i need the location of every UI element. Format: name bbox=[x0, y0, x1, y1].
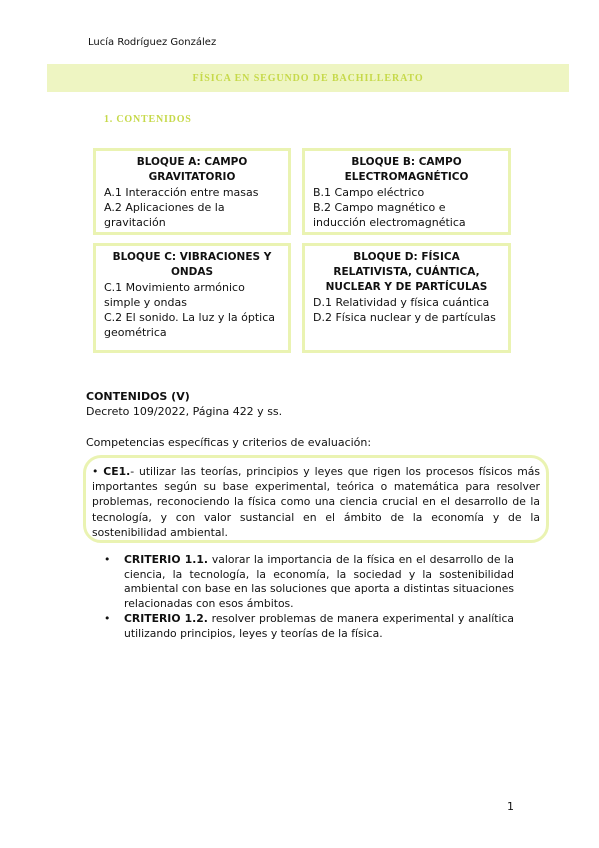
ce1-box bbox=[83, 455, 549, 543]
criterio-label: CRITERIO 1.1. bbox=[124, 553, 208, 566]
block-b bbox=[302, 148, 511, 235]
block-item: A.1 Interacción entre masas bbox=[104, 186, 259, 199]
ce1-text: - utilizar las teorías, principios y leyes que rigen los procesos físicos más importantes según su base experimental, teórica o matemática para resolver problemas, reconociendo la física como una ciencia crucial en el desarrollo de la tecnología, y con valor sustancial en el ámbito de la economía y de la sostenibilidad ambiental. bbox=[92, 465, 540, 539]
bullet-icon: • bbox=[92, 465, 99, 478]
criterio-text: resolver problemas de manera experimental y analítica utilizando principios, leyes y teorías de la física. bbox=[124, 612, 514, 640]
criteria-list bbox=[104, 553, 514, 643]
block-item: C.1 Movimiento armónico simple y ondas bbox=[104, 281, 245, 309]
competencias-intro: Competencias específicas y criterios de evaluación: bbox=[86, 436, 372, 449]
list-item bbox=[104, 553, 514, 611]
block-item: B.1 Campo eléctrico bbox=[313, 186, 425, 199]
decreto-reference: Decreto 109/2022, Página 422 y ss. bbox=[86, 405, 283, 418]
page-number: 1 bbox=[507, 800, 514, 813]
block-title: BLOQUE C: VIBRACIONES Y ONDAS bbox=[112, 251, 272, 278]
block-title: BLOQUE D: FÍSICA RELATIVISTA, CUÁNTICA, NUCLEAR Y DE PARTÍCULAS bbox=[325, 251, 488, 293]
block-item: C.2 El sonido. La luz y la óptica geométrica bbox=[104, 311, 276, 339]
block-item: D.2 Física nuclear y de partículas bbox=[313, 311, 496, 324]
contenidos-title: CONTENIDOS (V) bbox=[86, 390, 190, 403]
ce1-label: CE1. bbox=[103, 465, 131, 478]
list-item bbox=[104, 612, 514, 641]
author-name: Lucía Rodríguez González bbox=[88, 37, 217, 48]
bullet-icon: • bbox=[104, 553, 111, 566]
block-title: BLOQUE B: CAMPO ELECTROMAGNÉTICO bbox=[344, 156, 469, 183]
document-title: FÍSICA EN SEGUNDO DE BACHILLERATO bbox=[192, 72, 424, 84]
block-item: A.2 Aplicaciones de la gravitación bbox=[104, 201, 225, 229]
block-item: B.2 Campo magnético e inducción electromagnética bbox=[313, 201, 466, 229]
block-title: BLOQUE A: CAMPO GRAVITATORIO bbox=[136, 156, 248, 183]
title-banner bbox=[47, 64, 569, 92]
bullet-icon: • bbox=[104, 612, 111, 626]
block-a bbox=[93, 148, 291, 235]
criterio-label: CRITERIO 1.2. bbox=[124, 612, 208, 626]
criterio-text: valorar la importancia de la física en el desarrollo de la ciencia, la tecnología, la economía, la sociedad y la sostenibilidad ambiental con base en las soluciones que aporta a distintas situaciones relacionadas con esos ámbitos. bbox=[124, 553, 514, 610]
block-c bbox=[93, 243, 291, 353]
section-heading: 1. CONTENIDOS bbox=[104, 114, 192, 125]
block-d bbox=[302, 243, 511, 353]
block-item: D.1 Relatividad y física cuántica bbox=[313, 296, 490, 309]
